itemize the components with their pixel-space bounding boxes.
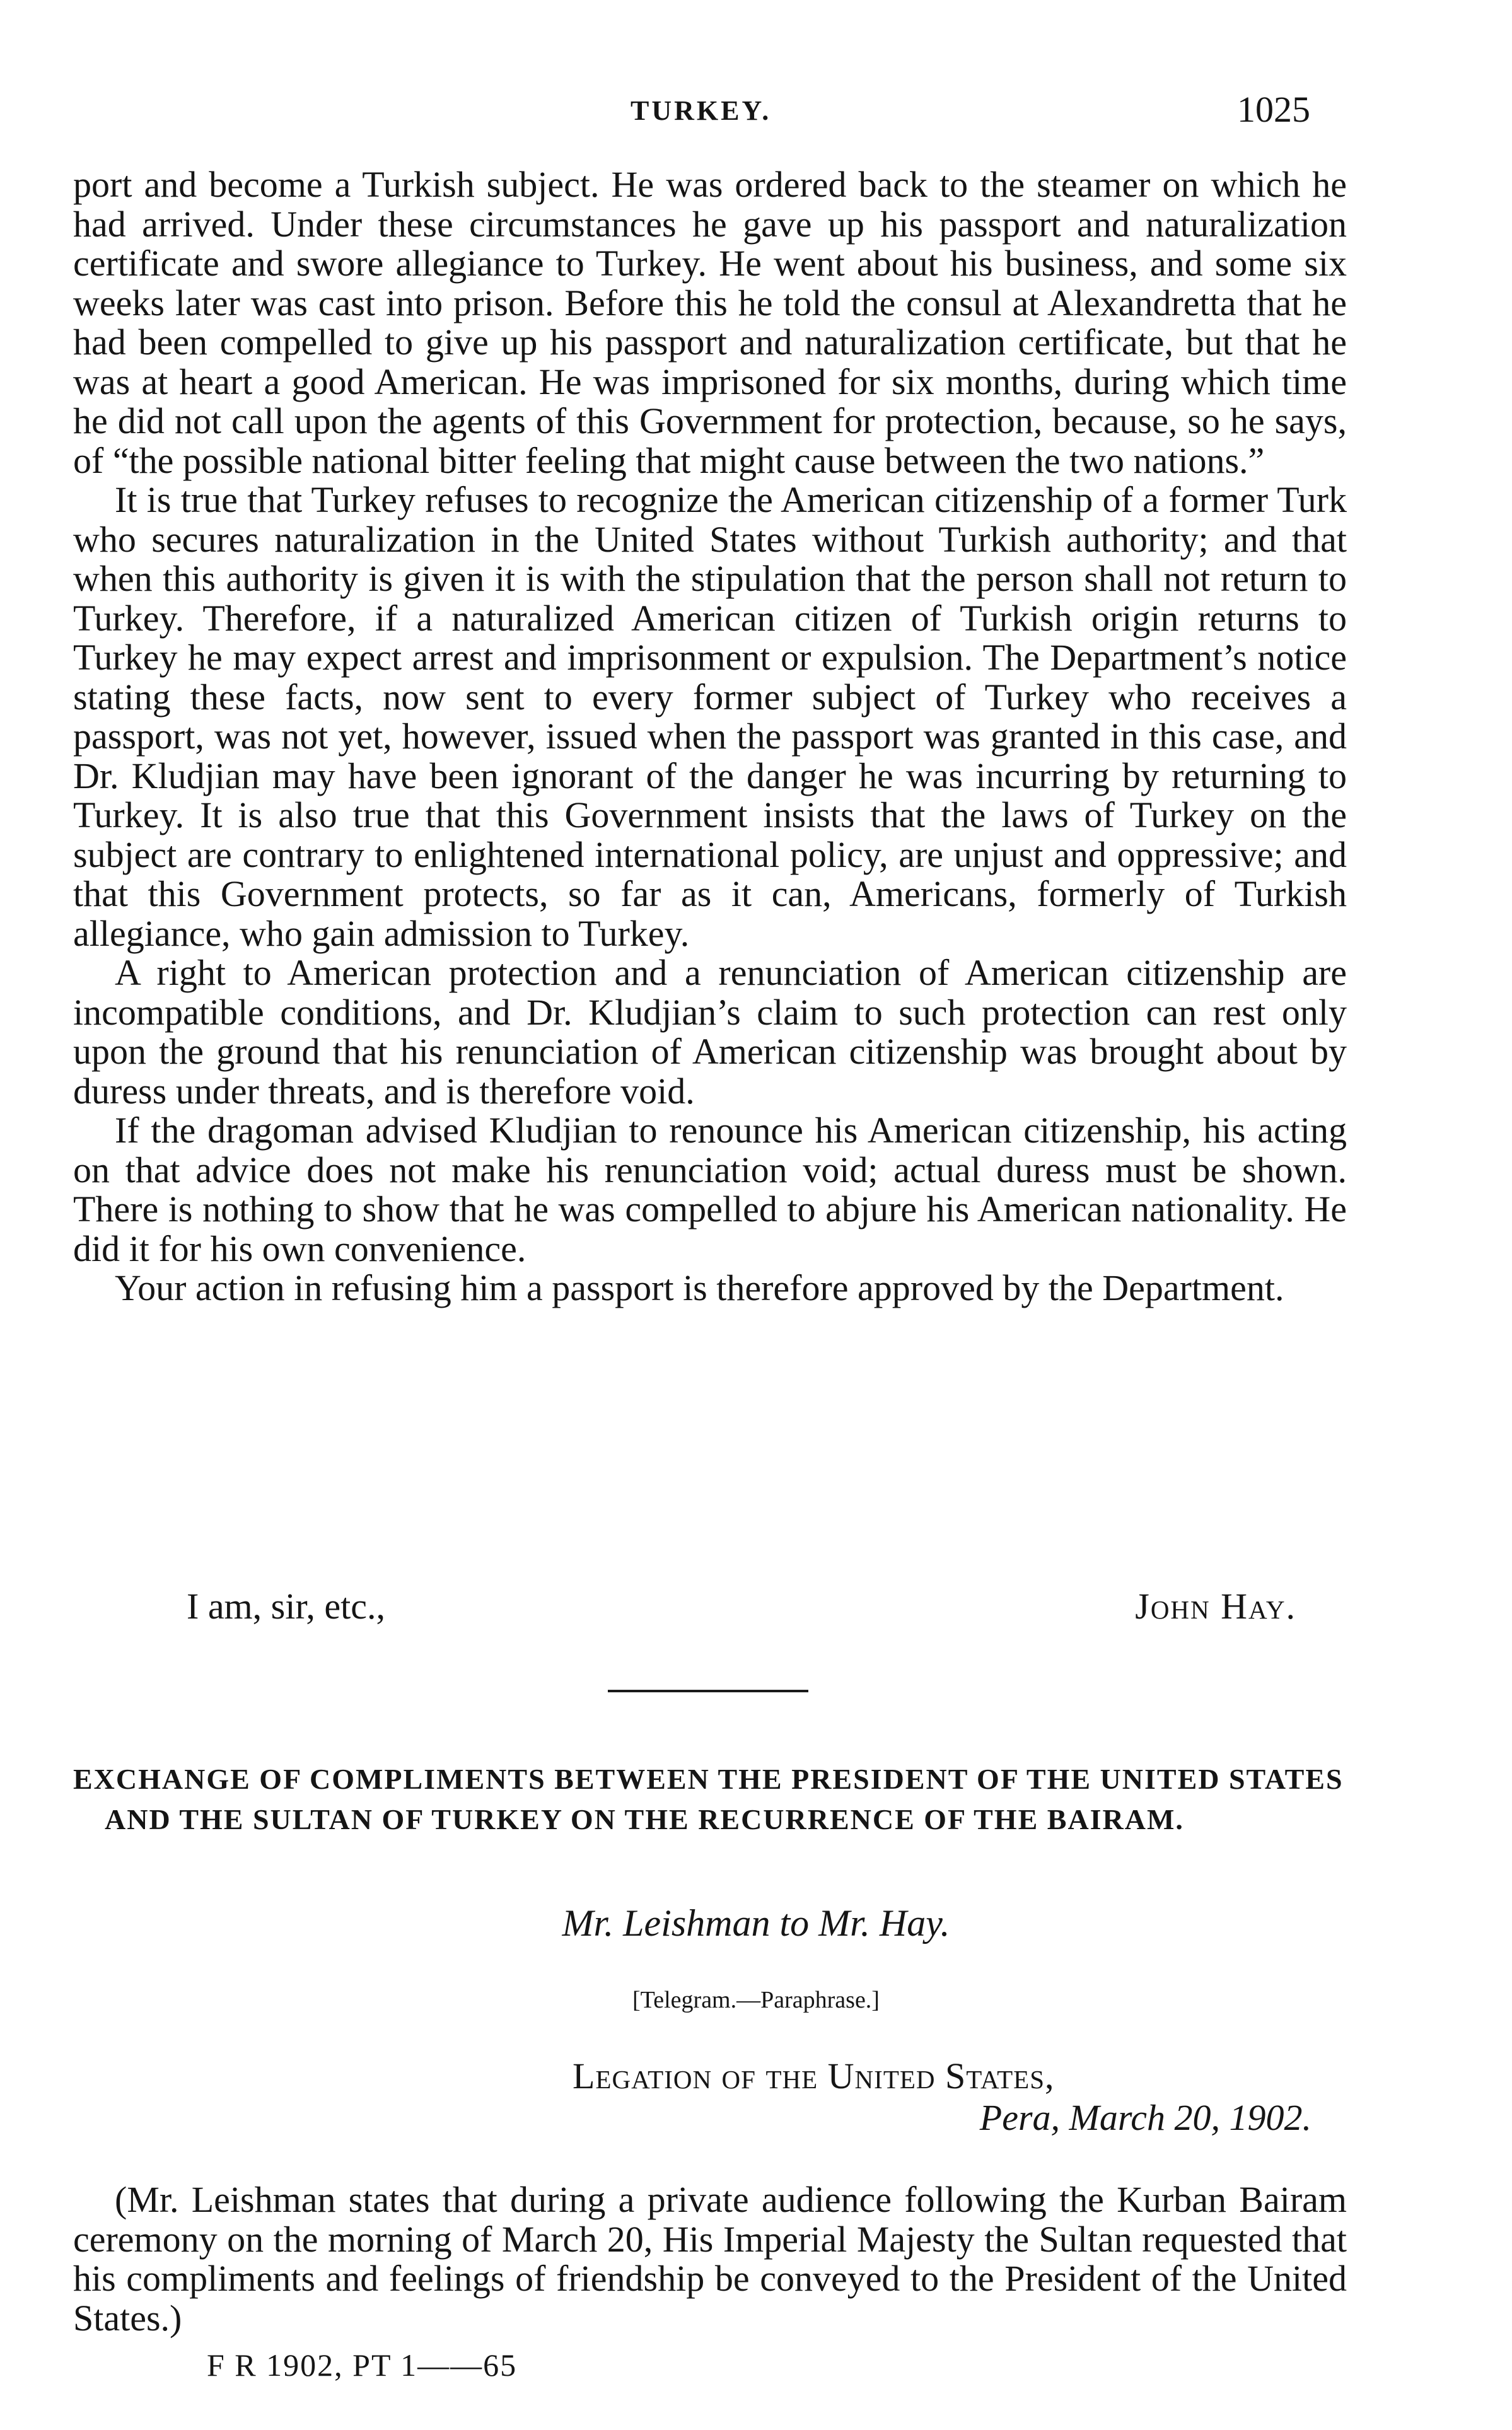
section-heading (73, 1759, 1347, 1840)
signature: John Hay. (1135, 1586, 1296, 1627)
section-heading-rest: UNITED STATES AND THE SULTAN OF TURKEY ON THE RECURRENCE OF THE BAIRAM. (105, 1763, 1344, 1835)
letter-closing (187, 1585, 1296, 1629)
complimentary-close: I am, sir, etc., (187, 1586, 385, 1627)
dateline-place: Legation of the United States, (573, 2055, 1055, 2096)
paragraph: A right to American protection and a renunciation of American citizenship are incompatible conditions, and Dr. Kludjian’s claim to such protection can rest only upon the ground that his renunciation of American citizenship was brought about by duress under threats, and is therefore void. (73, 952, 1347, 1112)
paragraph: It is true that Turkey refuses to recognize the American citizenship of a former Turk who secures naturalization in the United States without Turkish authority; and that when this authority is given it is with the stipulation that the person shall not return to Turkey. Therefore, if a naturalized American citizen of Turkish origin returns to Turkey he may expect arrest and imprisonment or expulsion. The Department’s notice stating these facts, now sent to every former subject of Turkey who receives a passport, was not yet, however, issued when the passport was granted in this case, and Dr. Kludjian may have been ignorant of the danger he was incurring by returning to Turkey. It is also true that this Government insists that the laws of Turkey on the subject are contrary to enlightened international policy, are unjust and oppressive; and that this Government protects, so far as it can, Americans, formerly of Turkish allegiance, who gain admission to Turkey. (73, 479, 1347, 954)
paragraph-continued: port and become a Turkish subject. He was ordered back to the steamer on which he had arrived. Under these circumstances he gave up his passport and naturalization certificate and swore allegiance to Turkey. He went about his business, and some six weeks later was cast into prison. Before this he told the consul at Alexandretta that he had been compelled to give up his passport and naturalization certificate, but that he was at heart a good American. He was imprisoned for six months, during which time he did not call upon the agents of this Government for protection, because, so he says, of “the possible national bitter feeling that might cause between the two nations.” (73, 164, 1347, 481)
page-number: 1025 (1237, 89, 1310, 130)
paragraph: If the dragoman advised Kludjian to renounce his American citizenship, his acting on that advice does not make his renunciation void; actual duress must be shown. There is nothing to show that he was compelled to abjure his American nationality. He did it for his own convenience. (73, 1110, 1347, 1269)
telegram-summary (73, 2180, 1347, 2338)
letter-note: [Telegram.—Paraphrase.] (632, 1987, 880, 2013)
dateline-date: Pera, March 20, 1902. (979, 2097, 1311, 2138)
section-heading-line1: EXCHANGE OF COMPLIMENTS BETWEEN THE PRESIDENT OF THE (73, 1763, 1092, 1795)
running-head (0, 88, 1512, 139)
printer-signature-mark: F R 1902, PT 1——65 (207, 2347, 518, 2383)
letter-body (73, 165, 1347, 1308)
running-title: TURKEY. (631, 95, 772, 126)
section-divider (608, 1690, 808, 1692)
summary-paragraph: (Mr. Leishman states that during a private audience following the Kurban Bairam ceremony on the morning of March 20, His Imperial Majesty the Sultan requested that his compliments and feelings of friendship be conveyed to the President of the United States.) (73, 2179, 1347, 2339)
paragraph: Your action in refusing him a passport is therefore approved by the Department. (115, 1267, 1284, 1308)
letter-title: Mr. Leishman to Mr. Hay. (562, 1902, 950, 1944)
